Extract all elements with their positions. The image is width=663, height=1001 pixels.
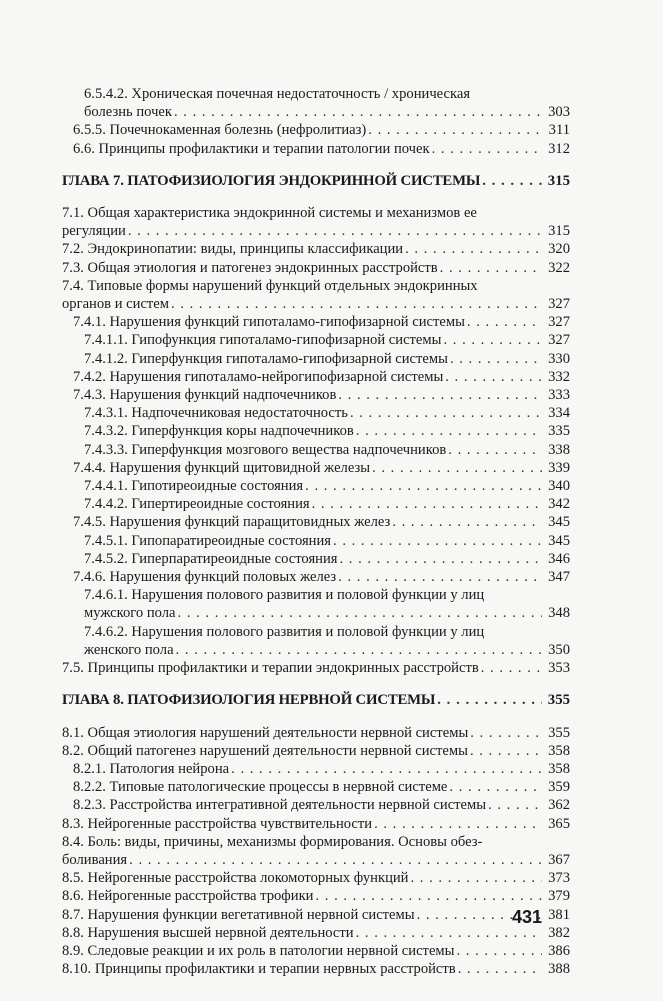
toc-entry-title: 7.2. Эндокринопатии: виды, принципы классификации [62, 241, 404, 258]
toc-page-number: 332 [548, 368, 570, 385]
toc-entry [62, 550, 570, 568]
toc-page-number: 365 [548, 815, 570, 832]
toc-entry-title: 7.4.5.1. Гипопаратиреоидные состояния [84, 532, 332, 549]
toc-entry [62, 240, 570, 258]
toc-entry [62, 422, 570, 440]
toc-entry-title: 6.5.5. Почечнокаменная болезнь (нефролитиаз) [73, 122, 367, 139]
toc-entry-title: 7.4.3.3. Гиперфункция мозгового вещества надпочечников [84, 441, 447, 458]
toc-entry-title: женского пола [84, 641, 174, 658]
section-gap [62, 710, 570, 724]
toc-entry [62, 368, 570, 386]
toc-entry-title: 8.5. Нейрогенные расстройства локомоторных функций [62, 870, 409, 887]
toc-entry-title: 7.4.6.1. Нарушения полового развития и половой функции у лиц [84, 587, 485, 604]
toc-page-number: 345 [548, 514, 570, 531]
toc-entry [62, 350, 570, 368]
toc-entry [62, 313, 570, 331]
toc-entry [62, 796, 570, 814]
toc-entry [62, 869, 570, 887]
toc-page-number: 346 [548, 550, 570, 567]
dot-leader [169, 295, 542, 313]
toc-page-number: 386 [548, 942, 570, 959]
toc-entry [62, 477, 570, 495]
dot-leader [310, 495, 542, 513]
dot-leader [174, 641, 542, 659]
toc-page-number: 367 [548, 851, 570, 868]
toc-page-number: 335 [548, 423, 570, 440]
dot-leader [354, 422, 542, 440]
section-gap [62, 190, 570, 204]
toc-entry-title: болезнь почек [84, 104, 172, 121]
toc-entry-title: 7.5. Принципы профилактики и терапии эндокринных расстройств [62, 660, 479, 677]
toc-entry [62, 85, 570, 103]
toc-page-number: 355 [547, 692, 570, 709]
toc-entry [62, 295, 570, 313]
toc-entry-title: 7.4.5.2. Гиперпаратиреоидные состояния [84, 550, 338, 567]
toc-page-number: 345 [548, 532, 570, 549]
toc-entry-title: 8.6. Нейрогенные расстройства трофики [62, 888, 314, 905]
dot-leader [441, 331, 542, 349]
toc-entry-title: органов и систем [62, 296, 170, 313]
toc-page-number: 381 [548, 906, 570, 923]
toc-entry-title: 7.4.4. Нарушения функций щитовидной железы [73, 459, 371, 476]
dot-leader [430, 140, 542, 158]
toc-entry-title: 7.3. Общая этиология и патогенез эндокринных расстройств [62, 259, 438, 276]
toc-entry-title: 8.4. Боль: виды, причины, механизмы формирования. Основы обез- [62, 833, 483, 850]
toc-page-number: 322 [548, 259, 570, 276]
toc-entry [62, 259, 570, 277]
dot-leader [348, 404, 542, 422]
section-gap [62, 677, 570, 691]
toc-entry-title: 8.2.3. Расстройства интегративной деятельности нервной системы [73, 797, 487, 814]
dot-leader [303, 477, 542, 495]
toc-entry [62, 851, 570, 869]
section-gap [62, 158, 570, 172]
toc-entry [62, 604, 570, 622]
toc-entry-title: 8.3. Нейрогенные расстройства чувствительности [62, 815, 373, 832]
toc-page-number: 373 [548, 870, 570, 887]
toc-entry-title: 7.4.1. Нарушения функций гипоталамо-гипофизарной системы [73, 314, 465, 331]
toc-entry-title: 8.2.2. Типовые патологические процессы в нервной системе [73, 779, 448, 796]
toc-entry-title: 8.7. Нарушения функции вегетативной нервной системы [62, 906, 415, 923]
dot-leader [390, 513, 542, 531]
toc-entry-title: 7.4.1.1. Гипофункция гипоталамо-гипофизарной системы [84, 332, 442, 349]
toc-entry-title: 7.4.2. Нарушения гипоталамо-нейрогипофизарной системы [73, 368, 444, 385]
toc-entry [62, 222, 570, 240]
toc-entry [62, 386, 570, 404]
toc-entry [62, 833, 570, 851]
toc-entry [62, 960, 570, 978]
toc-entry-title: 8.9. Следовые реакции и их роль в патологии нервной системы [62, 942, 455, 959]
toc-page-number: 311 [548, 122, 570, 139]
dot-leader [336, 386, 542, 404]
toc-entry [62, 623, 570, 641]
toc-page-number: 362 [548, 797, 570, 814]
dot-leader [438, 259, 542, 277]
toc-entry-title: 6.5.4.2. Хроническая почечная недостаточность / хроническая [84, 86, 471, 102]
toc-entry-title: 8.10. Принципы профилактики и терапии нервных расстройств [62, 961, 456, 978]
toc-page-number: 355 [548, 724, 570, 741]
toc-entry [62, 404, 570, 422]
toc-entry [62, 778, 570, 796]
dot-leader [480, 172, 542, 190]
toc-entry [62, 942, 570, 960]
toc-page-number: 382 [548, 924, 570, 941]
table-of-contents [62, 85, 570, 978]
toc-entry-title: мужского пола [84, 605, 176, 622]
dot-leader [403, 240, 542, 258]
toc-page-number: 388 [548, 961, 570, 978]
dot-leader [313, 887, 542, 905]
toc-page-number: 350 [548, 641, 570, 658]
toc-entry-title: 8.2.1. Патология нейрона [73, 760, 230, 777]
toc-entry [62, 924, 570, 942]
dot-leader [448, 350, 542, 368]
toc-entry [62, 887, 570, 905]
dot-leader [447, 778, 542, 796]
toc-page-number: 333 [548, 387, 570, 404]
toc-entry-title: ГЛАВА 8. ПАТОФИЗИОЛОГИЯ НЕРВНОЙ СИСТЕМЫ [62, 692, 436, 709]
toc-entry [62, 724, 570, 742]
dot-leader [479, 659, 542, 677]
toc-page-number: 338 [548, 441, 570, 458]
toc-page-number: 353 [548, 660, 570, 677]
toc-entry-title: 7.4.5. Нарушения функций паращитовидных желез [73, 514, 391, 531]
toc-entry-title: ГЛАВА 7. ПАТОФИЗИОЛОГИЯ ЭНДОКРИННОЙ СИСТЕМЫ [62, 172, 481, 189]
toc-page-number: 303 [548, 104, 570, 121]
toc-entry-title: 8.8. Нарушения высшей нервной деятельности [62, 924, 354, 941]
toc-page-number: 358 [548, 742, 570, 759]
toc-entry-title: 7.4.4.1. Гипотиреоидные состояния [84, 478, 304, 495]
dot-leader [435, 691, 542, 709]
dot-leader [443, 368, 542, 386]
toc-entry [62, 277, 570, 295]
dot-leader [336, 568, 542, 586]
toc-page-number: 340 [548, 478, 570, 495]
toc-page-number: 330 [548, 350, 570, 367]
toc-entry-title: 8.1. Общая этиология нарушений деятельности нервной системы [62, 724, 469, 741]
toc-entry [62, 103, 570, 121]
page-number: 431 [512, 907, 543, 927]
dot-leader [454, 942, 542, 960]
toc-entry-title: 7.4.3. Нарушения функций надпочечников [73, 387, 337, 404]
toc-chapter-heading [62, 691, 570, 709]
toc-page-number: 379 [548, 888, 570, 905]
toc-entry-title: 7.1. Общая характеристика эндокринной системы и механизмов ее [62, 205, 477, 222]
dot-leader [127, 851, 542, 869]
toc-entry [62, 495, 570, 513]
dot-leader [331, 532, 542, 550]
toc-page-number: 359 [548, 779, 570, 796]
toc-entry-title: регуляции [62, 223, 126, 240]
dot-leader [446, 441, 542, 459]
toc-entry [62, 331, 570, 349]
toc-page-number: 327 [548, 314, 570, 331]
toc-entry-title: 6.6. Принципы профилактики и терапии патологии почек [73, 140, 430, 157]
toc-page-number: 327 [548, 296, 570, 313]
toc-page-number: 312 [548, 140, 570, 157]
toc-entry [62, 513, 570, 531]
toc-entry [62, 459, 570, 477]
toc-page-number: 342 [548, 496, 570, 513]
toc-entry [62, 204, 570, 222]
dot-leader [409, 869, 543, 887]
toc-entry-title: 7.4.4.2. Гипертиреоидные состояния [84, 496, 310, 513]
toc-entry-title: 7.4. Типовые формы нарушений функций отдельных эндокринных [62, 277, 478, 294]
toc-page-number: 358 [548, 760, 570, 777]
toc-entry-title: 7.4.3.2. Гиперфункция коры надпочечников [84, 423, 354, 440]
toc-entry-title: 8.2. Общий патогенез нарушений деятельности нервной системы [62, 742, 468, 759]
dot-leader [172, 103, 542, 121]
dot-leader [229, 760, 542, 778]
toc-entry [62, 641, 570, 659]
toc-page-number: 334 [548, 405, 570, 422]
toc-entry-title: 7.4.1.2. Гиперфункция гипоталамо-гипофизарной системы [84, 350, 448, 367]
dot-leader [372, 815, 542, 833]
toc-entry [62, 742, 570, 760]
dot-leader [468, 724, 542, 742]
toc-entry-title: 7.4.6. Нарушения функций половых желез [73, 569, 337, 586]
dot-leader [370, 459, 542, 477]
toc-entry [62, 121, 570, 139]
toc-entry [62, 760, 570, 778]
dot-leader [486, 796, 542, 814]
toc-entry [62, 532, 570, 550]
dot-leader [465, 313, 542, 331]
toc-page-number: 339 [548, 459, 570, 476]
toc-entry [62, 441, 570, 459]
toc-entry [62, 906, 570, 924]
toc-entry [62, 568, 570, 586]
toc-entry [62, 586, 570, 604]
toc-entry [62, 815, 570, 833]
dot-leader [366, 121, 542, 139]
toc-page-number: 315 [547, 172, 570, 189]
toc-page-number: 327 [548, 332, 570, 349]
toc-page-number: 315 [548, 223, 570, 240]
dot-leader [126, 222, 542, 240]
dot-leader [468, 742, 542, 760]
toc-page-number: 348 [548, 605, 570, 622]
toc-page-number: 320 [548, 241, 570, 258]
toc-entry-title: 7.4.6.2. Нарушения полового развития и половой функции у лиц [84, 623, 485, 640]
toc-entry-title: 7.4.3.1. Надпочечниковая недостаточность [84, 405, 348, 422]
toc-page-number: 347 [548, 569, 570, 586]
toc-entry [62, 659, 570, 677]
dot-leader [456, 960, 542, 978]
toc-entry-title: боливания [62, 851, 128, 868]
toc-chapter-heading [62, 172, 570, 190]
dot-leader [338, 550, 543, 568]
toc-entry [62, 140, 570, 158]
dot-leader [176, 604, 542, 622]
